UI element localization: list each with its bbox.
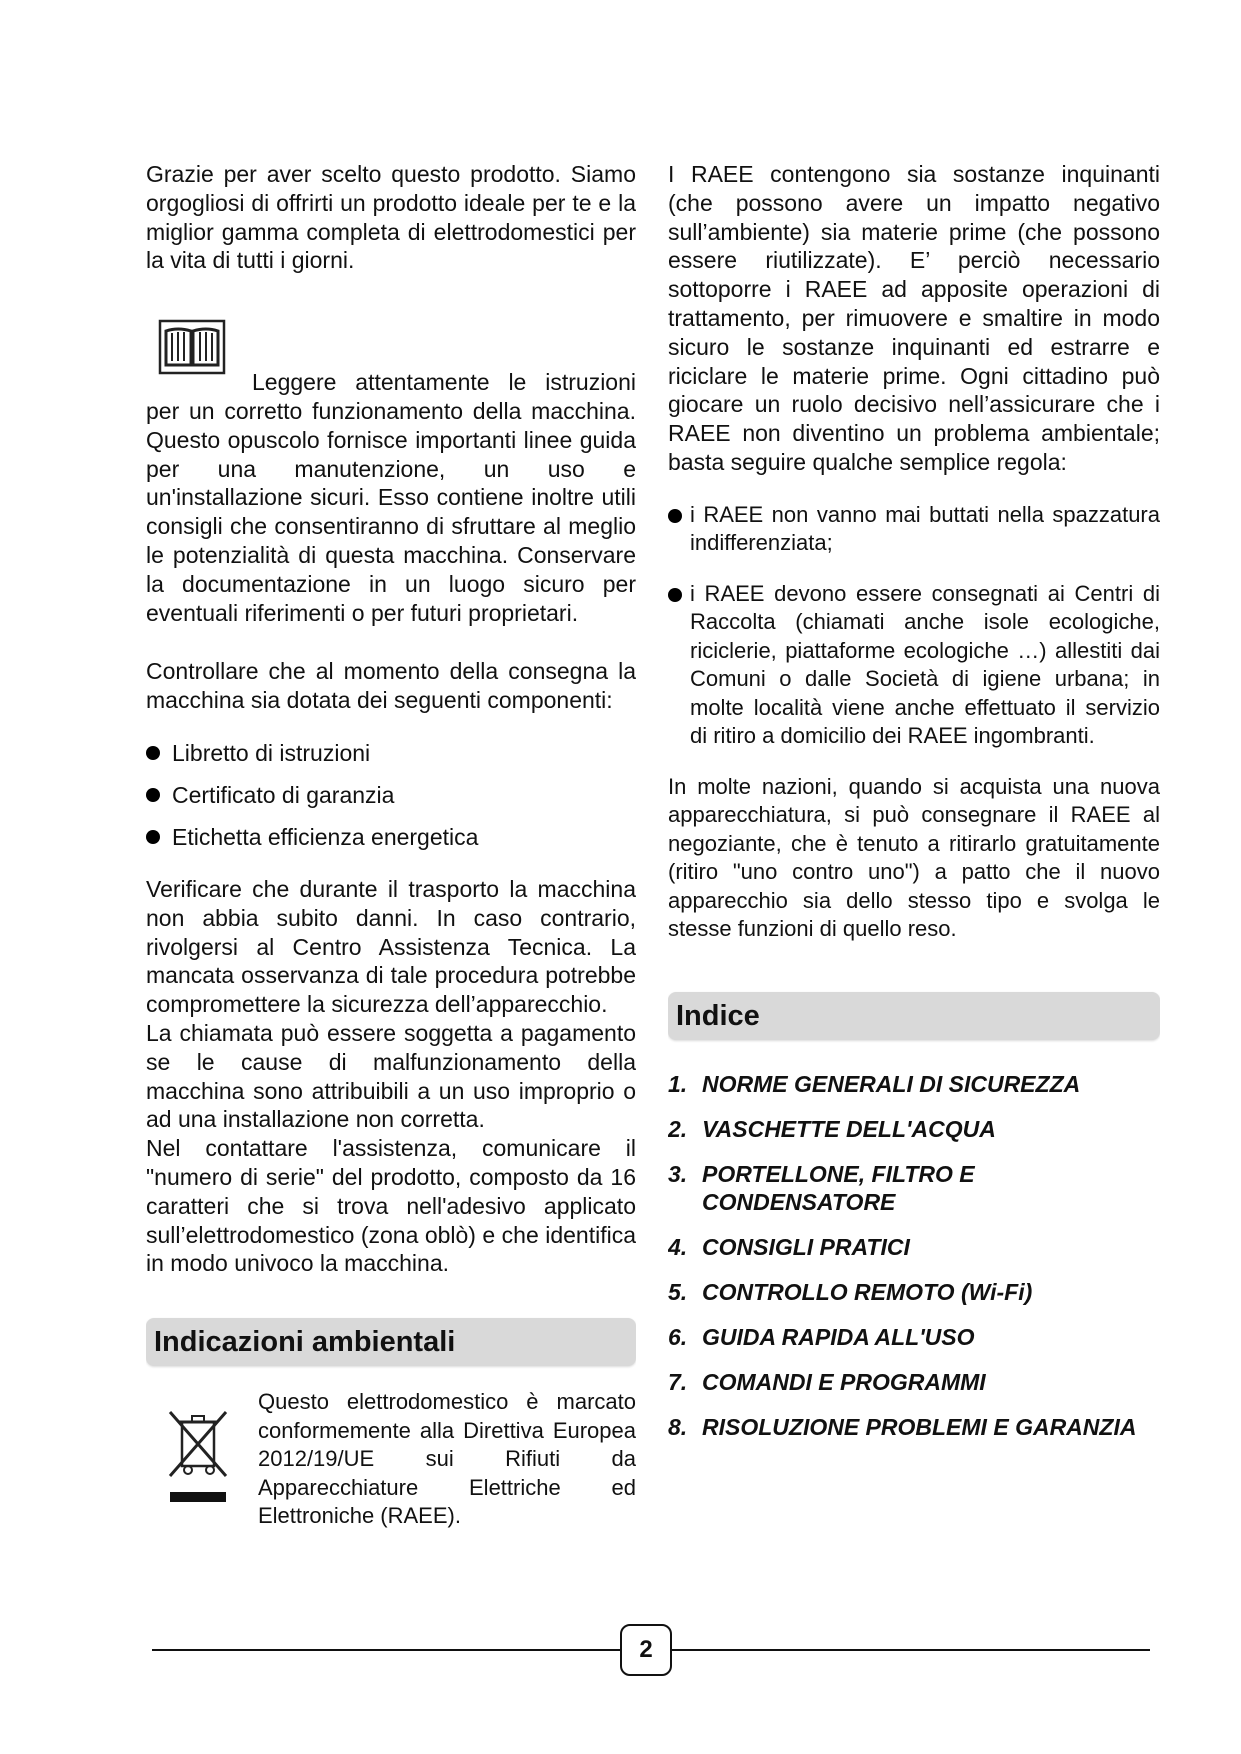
right-column [668,160,1160,1458]
toc-item[interactable]: 4. CONSIGLI PRATICI [668,1233,910,1260]
call-paid-text: La chiamata può essere soggetta a pagamento se le cause di malfunzionamento della macchina sono attribuibili a un uso improprio o ad una installazione non corretta. [146,1019,636,1133]
list-item: i RAEE non vanno mai buttati nella spazzatura indifferenziata; [668,501,1160,558]
toc-item[interactable]: 8. RISOLUZIONE PROBLEMI E GARANZIA [668,1413,1137,1440]
intro-paragraph: Grazie per aver scelto questo prodotto. Siamo orgogliosi di offrirti un prodotto ideale per te e la miglior gamma completa di elettrodomestici per la vita di tutti i giorni. [146,161,636,274]
open-book-icon [158,319,226,375]
left-column [146,160,636,1531]
table-of-contents [668,1070,1160,1441]
check-components-text: Controllare che al momento della consegna la macchina sia dotata dei seguenti componenti: [146,658,636,714]
list-item: Libretto di istruzioni [146,739,636,767]
list-item: Certificato di garanzia [146,781,636,809]
list-item: Etichetta efficienza energetica [146,823,636,851]
toc-item[interactable]: 2. VASCHETTE DELL'ACQUA [668,1115,996,1142]
toc-item[interactable]: 6. GUIDA RAPIDA ALL'USO [668,1323,975,1350]
toc-item[interactable]: 7. COMANDI E PROGRAMMI [668,1368,986,1395]
one-for-one-text: In molte nazioni, quando si acquista una nuova apparecchiatura, si può consegnare il RAEE al negoziante, che è tenuto a ritirarlo gratuitamente (ritiro "uno contro uno") a patto che il nuovo apparecchio sia dello stesso tipo e svolga le stesse funzioni di quello reso. [668,773,1160,942]
page-number: 2 [620,1624,672,1676]
verify-text: Verificare che durante il trasporto la macchina non abbia subito danni. In caso contrario, rivolgersi al Centro Assistenza Tecnica. La mancata osservanza di tale procedura potrebbe compromettere la sicurezza dell’apparecchio. [146,875,636,1018]
crossed-bin-icon [166,1404,230,1504]
index-section-header: Indice [668,992,1160,1040]
bullet-icon [146,788,160,802]
env-section-header: Indicazioni ambientali [146,1318,636,1366]
list-item: i RAEE devono essere consegnati ai Centri di Raccolta (chiamati anche isole ecologiche, riciclerie, piattaforme ecologiche …) allestiti dai Comuni o dalle Società di igiene urbana; in molte località viene anche effettuato il servizio di ritiro a domicilio dei RAEE ingombranti. [668,580,1160,751]
footer-rule-left [152,1649,620,1651]
raee-rules-list [668,501,1160,751]
toc-item[interactable]: 5. CONTROLLO REMOTO (Wi-Fi) [668,1278,1033,1305]
read-instructions-text: Leggere attentamente le istruzioni per un corretto funzionamento della macchina. Questo opuscolo fornisce importanti linee guida per una manutenzione, un uso e un'installazione sicuri. Esso contiene inoltre utili consigli che consentiranno di sfruttare al meglio le potenzialità di questa macchina. Conservare la documentazione in un luogo sicuro per eventuali riferimenti o per futuri proprietari. [146,369,636,626]
raee-intro-text: I RAEE contengono sia sostanze inquinanti (che possono avere un impatto negativo sull’ambiente) sia materie prime (che possono essere riutilizzate). E’ perciò necessario sottoporre i RAEE ad apposite operazioni di trattamento, per rimuovere e smaltire in modo sicuro le sostanze inquinanti ed estrarre e riciclare le materie prime. Ogni cittadino può giocare un ruolo decisivo nell’assicurare che i RAEE non diventino un problema ambientale; basta seguire qualche semplice regola: [668,161,1160,475]
serial-number-text: Nel contattare l'assistenza, comunicare il "numero di serie" del prodotto, composto da 16 caratteri che si trova nell'adesivo applicato sull’elettrodomestico (zona oblò) e che identifica in modo univoco la macchina. [146,1135,636,1277]
env-text: Questo elettrodomestico è marcato conformemente alla Direttiva Europea 2012/19/UE sui Rifiuti da Apparecchiature Elettriche ed Elettroniche (RAEE). [258,1389,636,1529]
footer-rule-right [672,1649,1150,1651]
components-list [146,739,636,851]
bullet-icon [668,509,682,523]
toc-item[interactable]: 3. PORTELLONE, FILTRO E CONDENSATORE [668,1160,975,1215]
bullet-icon [146,830,160,844]
bullet-icon [668,588,682,602]
toc-item[interactable]: 1. NORME GENERALI DI SICUREZZA [668,1070,1081,1097]
bullet-icon [146,746,160,760]
env-block [146,1388,636,1531]
read-instructions-block [146,319,636,627]
